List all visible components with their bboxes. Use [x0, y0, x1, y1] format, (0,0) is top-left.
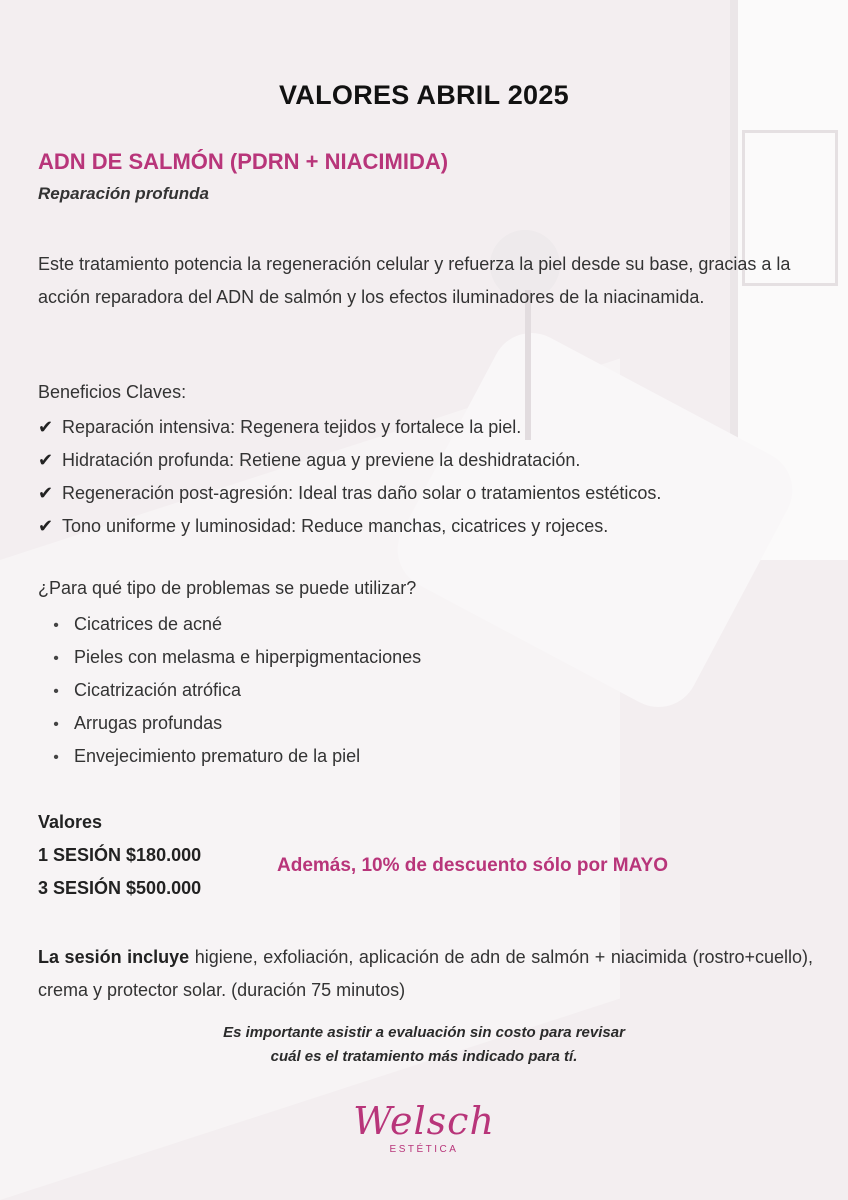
problem-item — [38, 608, 421, 641]
problem-text: Pieles con melasma e hiperpigmentaciones — [74, 647, 422, 667]
price-one-session: 1 SESIÓN $180.000 — [38, 845, 202, 865]
page-title: VALORES ABRIL 2025 — [279, 80, 569, 110]
problem-item — [38, 740, 421, 773]
problem-text: Cicatrización atrófica — [74, 680, 242, 700]
benefits-list — [38, 411, 661, 543]
treatment-title: ADN DE SALMÓN (PDRN + NIACIMIDA) — [38, 149, 449, 174]
benefit-text: Regeneración post-agresión: Ideal tras daño solar o tratamientos estéticos. — [62, 483, 662, 503]
benefit-text: Tono uniforme y luminosidad: Reduce manchas, cicatrices y rojeces. — [62, 516, 609, 536]
bullet-icon: • — [53, 749, 59, 766]
evaluation-note — [0, 1021, 848, 1069]
prices-heading: Valores — [38, 812, 103, 832]
brand-logo — [324, 1100, 524, 1155]
bullet-icon: • — [53, 650, 59, 667]
problem-item — [38, 674, 421, 707]
check-icon: ✔ — [38, 450, 54, 470]
problem-text: Cicatrices de acné — [74, 614, 223, 634]
promo-discount: Además, 10% de descuento sólo por MAYO — [277, 855, 669, 876]
problem-item — [38, 641, 421, 674]
bullet-icon: • — [53, 683, 59, 700]
price-three-sessions: 3 SESIÓN $500.000 — [38, 878, 202, 898]
session-details: higiene, exfoliación, aplicación de adn de salmón + niacimida (rostro+cuello), crema y protector solar. (duración 75 minutos) — [38, 947, 813, 1000]
session-includes — [38, 941, 813, 1007]
benefit-item — [38, 444, 661, 477]
benefits-heading: Beneficios Claves: — [38, 382, 187, 402]
session-lead: La sesión incluye — [38, 947, 190, 967]
logo-script: Welsch — [353, 1099, 495, 1143]
problems-heading: ¿Para qué tipo de problemas se puede utilizar? — [38, 578, 417, 598]
benefit-item — [38, 510, 661, 543]
check-icon: ✔ — [38, 516, 54, 536]
logo-subtitle: ESTÉTICA — [389, 1144, 459, 1155]
benefit-item — [38, 477, 661, 510]
note-line-1: Es importante asistir a evaluación sin costo para revisar — [223, 1024, 625, 1041]
problem-text: Envejecimiento prematuro de la piel — [74, 746, 361, 766]
problem-text: Arrugas profundas — [74, 713, 223, 733]
treatment-subtitle: Reparación profunda — [38, 184, 209, 203]
note-line-2: cuál es el tratamiento más indicado para tí. — [270, 1048, 578, 1065]
check-icon: ✔ — [38, 483, 54, 503]
benefit-text: Reparación intensiva: Regenera tejidos y fortalece la piel. — [62, 417, 522, 437]
problem-item — [38, 707, 421, 740]
check-icon: ✔ — [38, 417, 54, 437]
bullet-icon: • — [53, 716, 59, 733]
benefit-item — [38, 411, 661, 444]
benefit-text: Hidratación profunda: Retiene agua y previene la deshidratación. — [62, 450, 581, 470]
bullet-icon: • — [53, 617, 59, 634]
problems-list — [38, 608, 421, 773]
treatment-description: Este tratamiento potencia la regeneración celular y refuerza la piel desde su base, gracias a la acción reparadora del ADN de salmón y los efectos iluminadores de la niacinamida. — [38, 254, 791, 307]
